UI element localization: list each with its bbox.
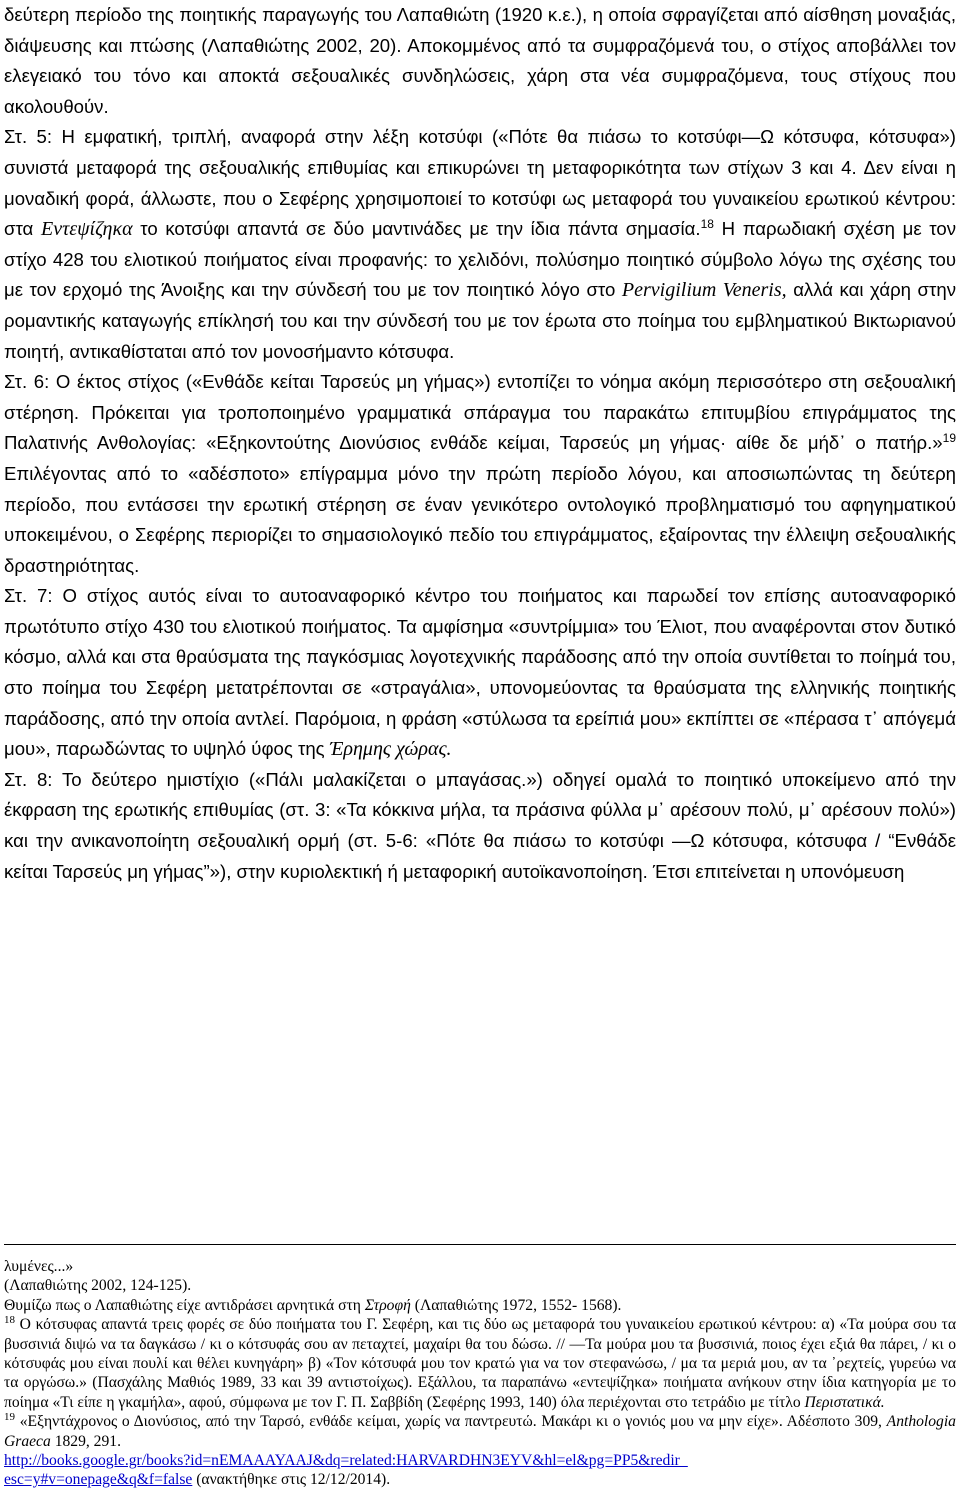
text-run: «Εξηντάχρονος ο Διονύσιος, από την Ταρσό, ενθάδε κείμαι, χωρίς να παντρευτώ. Μακάρι κι ο γονιός μου να μην είχε». Αδέσποτο 309,: [19, 1413, 882, 1431]
footnote-ref-19[interactable]: 19: [942, 431, 956, 446]
italic-title: Περιστατικά.: [804, 1393, 885, 1411]
footnote-separator: [4, 1244, 956, 1245]
text-run: Πρόκειται για τροποποιημένο γραμματικά σπάραγμα του παρακάτω επιτυμβίου επιγράμματος της Παλατινής Ανθολογίας: «Εξηκοντούτης Διονύσιος ενθάδε κείμαι, Ταρσεύς μη γήμας· αίθε δε μήδ᾽ ο πατήρ.»: [4, 401, 957, 454]
paragraph-line-8: Στ. 8: Το δεύτερο ημιστίχιο («Πάλι μαλακίζεται ο μπαγάσας.») οδηγεί ομαλά το ποιητικό υποκείμενο από την έκφραση της ερωτικής επιθυμίας (στ. 3: «Τα κόκκινα μήλα, τα πράσινα φύλλα μ᾽ αρέσουν πολύ, μ᾽ αρέσουν πολύ») και την ανικανοποίητη σεξουαλική ορμή (στ. 5-6: «Πότε θα πιάσω το κοτσύφι —Ω κότσυφα, κότσυφα / “Ενθάδε κείται Ταρσεύς μη γήμας”»), στην κυριολεκτική ή μεταφορική αυτοϊκανοποίηση. Έτσι επιτείνεται η υπονόμευση: [4, 768, 956, 882]
text-run: Στ. 6: Ο έκτος στίχος («Ενθάδε κείται Ταρσεύς μη γήμας») εντοπίζει το νόημα ακόμη περισσότερο στη σεξουαλική στέρηση.: [4, 371, 956, 423]
footnote-continuation: λυμένες...»: [4, 1258, 74, 1275]
italic-title: Στροφή: [364, 1296, 411, 1314]
access-date: (ανακτήθηκε στις 12/12/2014).: [196, 1471, 391, 1489]
paragraph-line-6: [4, 367, 956, 581]
footnote-number: 19: [4, 1411, 15, 1424]
text-run: 1829, 291.: [54, 1432, 121, 1450]
text-run: Στ. 7: Ο στίχος αυτός είναι το αυτοαναφορικό κέντρο του ποιήματος και παρωδεί τον επίσης αυτοαναφορικό πρωτότυπο στίχο 430 του ελιοτικού ποιήματος. Τα αμφίσημα «συντρίμμια» του Έλιοτ, που αναφέρονται στον δυτικό κόσμο, αλλά και στα θραύσματα της παγκόσμιας λογοτεχνικής παράδοσης από την οποία συντίθεται το ποίημά του, στο ποίημα του Σεφέρη μετατρέπονται σε «στραγάλια», υπονομεύοντας τα θραύσματα της ελληνικής ποιητικής παράδοσης, από την οποία αντλεί. Παρόμοια, η φράση «στύλωσα τα ερείπιά μου» εκπίπτει σε «πέρασα τ᾽ απόγεμά μου», παρωδώντας το υψηλό ύφος της: [4, 585, 956, 760]
footnote-ref-18[interactable]: 18: [700, 217, 714, 232]
text-run: αλλά και χάρη στην ρομαντικής καταγωγής επίκλησή του και την σύνδεσή του με τον έρωτα στο ποίημα του εμβληματικού Βικτωριανού ποιητή, αντικαθίσταται από τον μονοσήμαντο κότσυφα.: [4, 279, 957, 362]
italic-title: Εντεψίζηκα: [40, 218, 133, 241]
footnote-18: [4, 1315, 956, 1412]
text-run: Θυμίζω πως ο Λαπαθιώτης είχε αντιδράσει αρνητικά στη: [4, 1296, 361, 1314]
paragraph-continuation: δεύτερη περίοδο της ποιητικής παραγωγής του Λαπαθιώτη (1920 κ.ε.), η οποία σφραγίζεται από αίσθηση μοναξιάς, διάψευσης και πτώσης (Λαπαθιώτης 2002, 20). Αποκομμένος από τα συμφραζόμενά του, ο στίχος αποβάλλει τον ελεγειακό του τόνο και αποκτά σεξουαλικές συνδηλώσεις, χάρη στα νέα συμφραζόμενα, τους στίχους που ακολουθούν.: [4, 4, 956, 117]
footnote-continuation: [4, 1296, 956, 1315]
italic-title: Pervigilium Veneris,: [621, 279, 787, 302]
text-run: Στ. 5: Η εμφατική, τριπλή, αναφορά στην λέξη κοτσύφι («Πότε θα πιάσω το κοτσύφι—Ω κότσυφα, κότσυφα») συνιστά μεταφορά της σεξουαλικής επιθυμίας και επικυρώνει τη μεταφορικότητα των στίχων 3 και 4. Δεν είναι η μοναδική φορά, άλλωστε, που ο Σεφέρης χρησιμοποιεί το κοτσύφι ως μεταφορά του γυναικείου ερωτικού κέντρου: στα: [4, 126, 956, 240]
text-run: Η παρωδιακή σχέση με τον στίχο 428 του ελιοτικού ποιήματος είναι προφανής: το χελιδόνι, πολύσημο ποιητικό σύμβολο λόγω της σχέσης του με τον ερχομό της Άνοιξης και την σύνδεσή του με τον ποιητικό λόγο στο: [4, 218, 957, 301]
text-run: Επιλέγοντας από το «αδέσποτο» επίγραμμα μόνο την πρώτη περίοδο λόγου, και αποσιωπώντας τη δεύτερη περίοδο, που εντάσσει την ερωτική στέρηση σε έναν γενικότερο οντολογικό προβληματισμό του αφηγηματικού υποκειμένου, ο Σεφέρης περιορίζει το σημασιολογικό πεδίο του επιγράμματος, εξαίροντας την έλλειψη σεξουαλικής δραστηριότητας.: [4, 462, 956, 576]
footnotes: [4, 1257, 956, 1490]
source-link[interactable]: http://books.google.gr/books?id=nEMAAAYAAJ&dq=related:HARVARDHN3EYV&hl=el&pg=PP5&redir_: [4, 1452, 688, 1470]
source-link-continued[interactable]: esc=y#v=onepage&q&f=false: [4, 1471, 193, 1489]
italic-title: Έρημης χώρας.: [329, 738, 452, 761]
text-run: Ο κότσυφας απαντά τρεις φορές σε δύο ποιήματα του Γ. Σεφέρη, και τις δύο ως μεταφορά του γυναικείου ερωτικού κέντρου: α) «Τα μούρα σου τα βυσσινιά διψώ να τα δαγκάσω / κι ο κότσυφάς σου αν πεταχτεί, μαχαίρι θα του δώσω. // —Τα μούρα μου τα βυσσινιά, ποιος έχει εξιά θα πάρει, / κι ο κότσυφάς μου είναι πουλί και θέλει κυνηγάρη» β) «Τον κότσυφά μου τον κρατώ για να τον στεφανώσω, / μα τα μεριά μου, αν τα ᾽ρεχτείς, γυρεύω να τα οργώσω.» (Πασχάλης Μαθιός 1989, 33 και 39 αντιστοίχως). Εξάλλου, τα παραπάνω «εντεψίζηκα» ποιήματα ανήκουν στην ίδια κατηγορία με το ποίημα «Τι είπε η γκαμήλα», αφού, σύμφωνα με τον Γ. Π. Σαββίδη (Σεφέρης 1993, 140) όλα περιέχονται στο τετράδιο με τίτλο: [4, 1316, 956, 1411]
footnote-number: 18: [4, 1314, 15, 1327]
paragraph-line-5: [4, 122, 956, 367]
main-text: [4, 0, 956, 887]
italic-title: Anthologia Graeca: [4, 1413, 956, 1450]
footnote-continuation: (Λαπαθιώτης 2002, 124-125).: [4, 1277, 192, 1295]
footnote-19: [4, 1412, 956, 1490]
document-page: [4, 0, 957, 1489]
paragraph-line-7: [4, 581, 956, 765]
text-run: το κοτσύφι απαντά σε δύο μαντινάδες με την ίδια πάντα σημασία.: [140, 218, 701, 240]
text-run: (Λαπαθιώτης 1972, 1552- 1568).: [414, 1296, 622, 1314]
